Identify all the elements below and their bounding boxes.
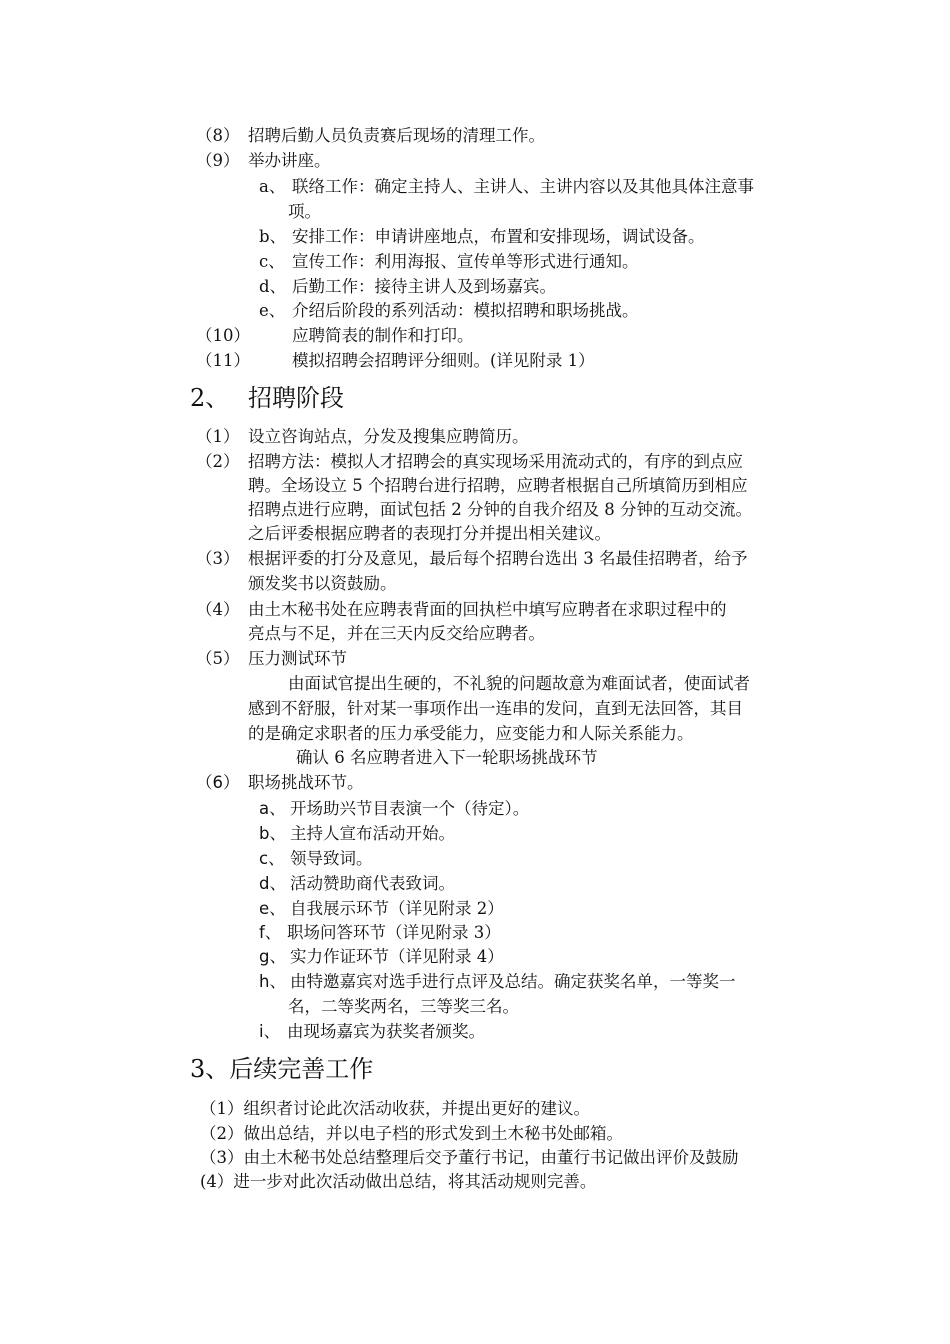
s2-item-2-line-4: 之后评委根据应聘者的表现打分并提出相关建议。 (248, 524, 611, 543)
s6-sub-i-text: 由现场嘉宾为获奖者颁奖。 (287, 1022, 485, 1041)
sub-a-label: a、 (259, 177, 286, 196)
s3-item-1: （1）组织者讨论此次活动收获，并提出更好的建议。 (200, 1099, 590, 1118)
s6-sub-b-label: b、 (259, 824, 286, 843)
item-10-number: （10） (196, 326, 250, 345)
s6-sub-h-label: h、 (259, 972, 286, 991)
s2-item-3-line-1: 根据评委的打分及意见，最后每个招聘台选出 3 名最佳招聘者，给予 (248, 549, 748, 568)
item-8-number: （8） (196, 126, 240, 145)
sub-b-label: b、 (259, 227, 287, 246)
item-9-text: 举办讲座。 (248, 151, 331, 170)
s6-sub-d-label: d、 (259, 874, 286, 893)
item-10-text: 应聘简表的制作和打印。 (292, 326, 474, 345)
s6-sub-i-label: i、 (259, 1022, 281, 1041)
s6-sub-f-label: f、 (259, 923, 282, 942)
s2-item-6-text: 职场挑战环节。 (248, 773, 364, 792)
s2-item-2-number: （2） (196, 452, 240, 471)
s2-item-5-para-1: 由面试官提出生硬的，不礼貌的问题故意为难面试者，使面试者 (288, 674, 750, 693)
s2-item-4-line-1: 由土木秘书处在应聘表背面的回执栏中填写应聘者在求职过程中的 (248, 600, 727, 619)
item-11-text: 模拟招聘会招聘评分细则。(详见附录 1） (292, 351, 595, 370)
s6-sub-g-text: 实力作证环节（详见附录 4） (290, 947, 504, 966)
sub-c-label: c、 (259, 252, 285, 271)
s2-item-5-para-2: 感到不舒服，针对某一事项作出一连串的发问，直到无法回答，其目 (248, 699, 743, 718)
s2-item-5-number: （5） (196, 649, 240, 668)
s2-item-5-confirm: 确认 6 名应聘者进入下一轮职场挑战环节 (296, 748, 598, 767)
s2-item-3-line-2: 颁发奖书以资鼓励。 (248, 574, 397, 593)
s6-sub-b-text: 主持人宣布活动开始。 (290, 824, 455, 843)
s6-sub-e-text: 自我展示环节（详见附录 2） (290, 899, 504, 918)
s6-sub-c-text: 领导致词。 (290, 849, 373, 868)
sub-c-text: 宣传工作：利用海报、宣传单等形式进行通知。 (292, 252, 639, 271)
s2-item-2-line-2: 聘。全场设立 5 个招聘台进行招聘，应聘者根据自己所填简历到相应 (248, 476, 748, 495)
s3-item-3: （3）由土木秘书处总结整理后交予董行书记，由董行书记做出评价及鼓励 (200, 1148, 739, 1167)
s6-sub-d-text: 活动赞助商代表致词。 (290, 874, 455, 893)
s2-item-5-text: 压力测试环节 (248, 649, 347, 668)
sub-d-text: 后勤工作：接待主讲人及到场嘉宾。 (292, 277, 556, 296)
s6-sub-f-text: 职场问答环节（详见附录 3） (287, 923, 501, 942)
sub-a-cont: 项。 (288, 202, 321, 221)
s3-item-4: (4）进一步对此次活动做出总结，将其活动规则完善。 (200, 1172, 597, 1191)
s6-sub-c-label: c、 (259, 849, 285, 868)
item-9-number: （9） (196, 151, 240, 170)
s2-item-2-line-1: 招聘方法：模拟人才招聘会的真实现场采用流动式的，有序的到点应 (248, 452, 743, 471)
sub-b-text: 安排工作：申请讲座地点，布置和安排现场，调试设备。 (292, 227, 705, 246)
s3-item-2: （2）做出总结，并以电子档的形式发到土木秘书处邮箱。 (200, 1124, 623, 1143)
item-11-number: （11） (196, 351, 250, 370)
item-8-text: 招聘后勤人员负责赛后现场的清理工作。 (248, 126, 545, 145)
section-2-title: 招聘阶段 (248, 384, 344, 412)
section-3-title: 3、后续完善工作 (190, 1055, 374, 1083)
s6-sub-e-label: e、 (259, 899, 286, 918)
s6-sub-h-cont: 名，二等奖两名，三等奖三名。 (288, 997, 519, 1016)
s2-item-1-number: （1） (196, 427, 240, 446)
sub-e-label: e、 (259, 301, 286, 320)
section-2-number: 2、 (190, 384, 230, 412)
s6-sub-h-text: 由特邀嘉宾对选手进行点评及总结。确定获奖名单，一等奖一 (290, 972, 736, 991)
s2-item-5-para-3: 的是确定求职者的压力承受能力，应变能力和人际关系能力。 (248, 724, 694, 743)
s6-sub-a-text: 开场助兴节目表演一个（待定）。 (290, 799, 530, 818)
s2-item-6-number: （6） (196, 773, 240, 792)
s6-sub-a-label: a、 (259, 799, 286, 818)
s6-sub-g-label: g、 (259, 947, 286, 966)
sub-d-label: d、 (259, 277, 287, 296)
s2-item-4-number: （4） (196, 600, 240, 619)
sub-a-text: 联络工作：确定主持人、主讲人、主讲内容以及其他具体注意事 (292, 177, 754, 196)
sub-e-text: 介绍后阶段的系列活动：模拟招聘和职场挑战。 (292, 301, 639, 320)
s2-item-3-number: （3） (196, 549, 240, 568)
s2-item-1-text: 设立咨询站点，分发及搜集应聘简历。 (248, 427, 529, 446)
s2-item-2-line-3: 招聘点进行应聘，面试包括 2 分钟的自我介绍及 8 分钟的互动交流。 (248, 500, 752, 519)
s2-item-4-line-2: 亮点与不足，并在三天内反交给应聘者。 (248, 624, 545, 643)
